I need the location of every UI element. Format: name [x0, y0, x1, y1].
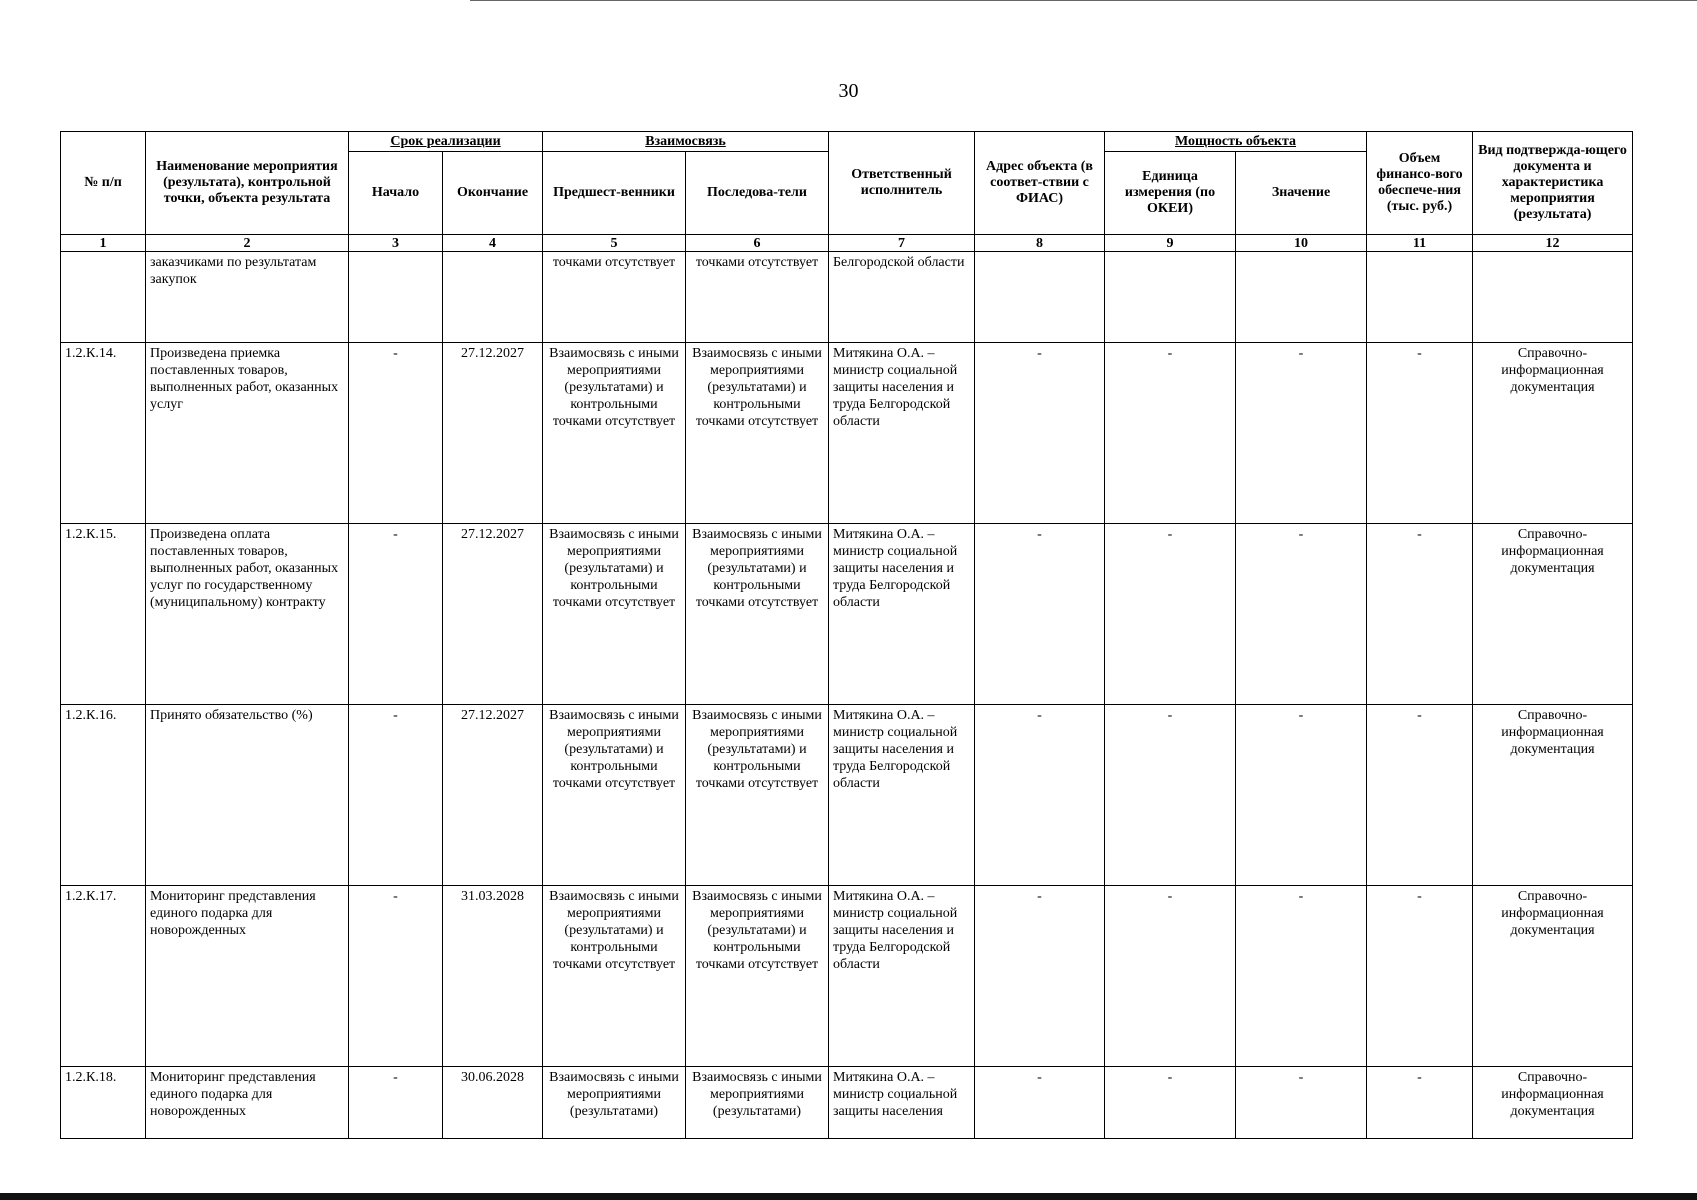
cell-funding: -: [1367, 705, 1473, 886]
column-number: 2: [146, 235, 349, 252]
cell-start: -: [349, 886, 443, 1067]
cell-name: Принято обязательство (%): [146, 705, 349, 886]
cell-doc-type: [1473, 252, 1633, 343]
column-number-row: [61, 235, 1633, 252]
header-num: № п/п: [61, 132, 146, 235]
cell-address: -: [975, 705, 1105, 886]
cell-unit: -: [1105, 1067, 1236, 1139]
header-unit: Единица измерения (по ОКЕИ): [1105, 152, 1236, 235]
cell-responsible: Митякина О.А. – министр социальной защиты населения и труда Белгородской области: [829, 524, 975, 705]
cell-value: -: [1236, 524, 1367, 705]
top-rule: [470, 0, 1697, 1]
column-number: 3: [349, 235, 443, 252]
header-value: Значение: [1236, 152, 1367, 235]
column-number: 4: [443, 235, 543, 252]
column-number: 10: [1236, 235, 1367, 252]
cell-num: 1.2.К.17.: [61, 886, 146, 1067]
header-capacity: Мощность объекта: [1105, 132, 1367, 152]
header-period: Срок реализации: [349, 132, 543, 152]
header-successors: Последова-тели: [686, 152, 829, 235]
cell-end: 31.03.2028: [443, 886, 543, 1067]
header-address: Адрес объекта (в соответ-ствии с ФИАС): [975, 132, 1105, 235]
cell-responsible: Белгородской области: [829, 252, 975, 343]
cell-end: 30.06.2028: [443, 1067, 543, 1139]
cell-num: 1.2.К.15.: [61, 524, 146, 705]
cell-name: Произведена приемка поставленных товаров, выполненных работ, оказанных услуг: [146, 343, 349, 524]
column-number: 1: [61, 235, 146, 252]
header-funding: Объем финансо-вого обеспече-ния (тыс. руб.): [1367, 132, 1473, 235]
table-row: [61, 1067, 1633, 1139]
cell-successors: Взаимосвязь с иными мероприятиями (результатами) и контрольными точками отсутствует: [686, 886, 829, 1067]
cell-predecessors: Взаимосвязь с иными мероприятиями (результатами): [543, 1067, 686, 1139]
cell-start: -: [349, 705, 443, 886]
cell-name: заказчиками по результатам закупок: [146, 252, 349, 343]
cell-value: -: [1236, 343, 1367, 524]
cell-predecessors: точками отсутствует: [543, 252, 686, 343]
cell-successors: Взаимосвязь с иными мероприятиями (результатами) и контрольными точками отсутствует: [686, 524, 829, 705]
cell-start: -: [349, 343, 443, 524]
cell-unit: [1105, 252, 1236, 343]
cell-value: [1236, 252, 1367, 343]
header-doc-type: Вид подтвержда-ющего документа и характеристика мероприятия (результата): [1473, 132, 1633, 235]
plan-table: [60, 131, 1633, 1139]
column-number: 9: [1105, 235, 1236, 252]
header-name: Наименование мероприятия (результата), контрольной точки, объекта результата: [146, 132, 349, 235]
header-relation: Взаимосвязь: [543, 132, 829, 152]
cell-value: -: [1236, 886, 1367, 1067]
cell-responsible: Митякина О.А. – министр социальной защиты населения: [829, 1067, 975, 1139]
cell-end: 27.12.2027: [443, 343, 543, 524]
table-row-continuation: [61, 252, 1633, 343]
header-predecessors: Предшест-венники: [543, 152, 686, 235]
cell-responsible: Митякина О.А. – министр социальной защиты населения и труда Белгородской области: [829, 705, 975, 886]
cell-address: -: [975, 343, 1105, 524]
cell-start: -: [349, 524, 443, 705]
table-row: [61, 705, 1633, 886]
cell-doc-type: Справочно-информационная документация: [1473, 886, 1633, 1067]
cell-predecessors: Взаимосвязь с иными мероприятиями (результатами) и контрольными точками отсутствует: [543, 886, 686, 1067]
cell-num: [61, 252, 146, 343]
cell-num: 1.2.К.18.: [61, 1067, 146, 1139]
cell-funding: -: [1367, 343, 1473, 524]
cell-doc-type: Справочно-информационная документация: [1473, 1067, 1633, 1139]
cell-funding: [1367, 252, 1473, 343]
cell-successors: Взаимосвязь с иными мероприятиями (результатами) и контрольными точками отсутствует: [686, 705, 829, 886]
cell-name: Произведена оплата поставленных товаров, выполненных работ, оказанных услуг по государственному (муниципальному) контракту: [146, 524, 349, 705]
cell-successors: Взаимосвязь с иными мероприятиями (результатами): [686, 1067, 829, 1139]
header-start: Начало: [349, 152, 443, 235]
column-number: 7: [829, 235, 975, 252]
table-row: [61, 343, 1633, 524]
cell-predecessors: Взаимосвязь с иными мероприятиями (результатами) и контрольными точками отсутствует: [543, 524, 686, 705]
cell-successors: точками отсутствует: [686, 252, 829, 343]
cell-address: -: [975, 524, 1105, 705]
cell-funding: -: [1367, 1067, 1473, 1139]
column-number: 6: [686, 235, 829, 252]
cell-funding: -: [1367, 524, 1473, 705]
header-end: Окончание: [443, 152, 543, 235]
cell-doc-type: Справочно-информационная документация: [1473, 343, 1633, 524]
cell-responsible: Митякина О.А. – министр социальной защиты населения и труда Белгородской области: [829, 343, 975, 524]
table-header: [61, 132, 1633, 252]
cell-unit: -: [1105, 886, 1236, 1067]
cell-predecessors: Взаимосвязь с иными мероприятиями (результатами) и контрольными точками отсутствует: [543, 705, 686, 886]
cell-predecessors: Взаимосвязь с иными мероприятиями (результатами) и контрольными точками отсутствует: [543, 343, 686, 524]
cell-value: -: [1236, 705, 1367, 886]
cell-start: [349, 252, 443, 343]
column-number: 11: [1367, 235, 1473, 252]
cell-num: 1.2.К.14.: [61, 343, 146, 524]
cell-doc-type: Справочно-информационная документация: [1473, 524, 1633, 705]
cell-start: -: [349, 1067, 443, 1139]
cell-unit: -: [1105, 705, 1236, 886]
cell-name: Мониторинг представления единого подарка для новорожденных: [146, 886, 349, 1067]
cell-end: 27.12.2027: [443, 705, 543, 886]
cell-unit: -: [1105, 524, 1236, 705]
cell-address: -: [975, 1067, 1105, 1139]
cell-funding: -: [1367, 886, 1473, 1067]
column-number: 12: [1473, 235, 1633, 252]
cell-value: -: [1236, 1067, 1367, 1139]
cell-responsible: Митякина О.А. – министр социальной защиты населения и труда Белгородской области: [829, 886, 975, 1067]
cell-end: [443, 252, 543, 343]
column-number: 8: [975, 235, 1105, 252]
cell-successors: Взаимосвязь с иными мероприятиями (результатами) и контрольными точками отсутствует: [686, 343, 829, 524]
cell-name: Мониторинг представления единого подарка для новорожденных: [146, 1067, 349, 1139]
column-number: 5: [543, 235, 686, 252]
cell-end: 27.12.2027: [443, 524, 543, 705]
cell-doc-type: Справочно-информационная документация: [1473, 705, 1633, 886]
cell-unit: -: [1105, 343, 1236, 524]
table-row: [61, 524, 1633, 705]
header-responsible: Ответственный исполнитель: [829, 132, 975, 235]
cell-address: -: [975, 886, 1105, 1067]
cell-num: 1.2.К.16.: [61, 705, 146, 886]
bottom-rule: [0, 1193, 1697, 1200]
page-number: 30: [838, 80, 859, 102]
cell-address: [975, 252, 1105, 343]
table-row: [61, 886, 1633, 1067]
